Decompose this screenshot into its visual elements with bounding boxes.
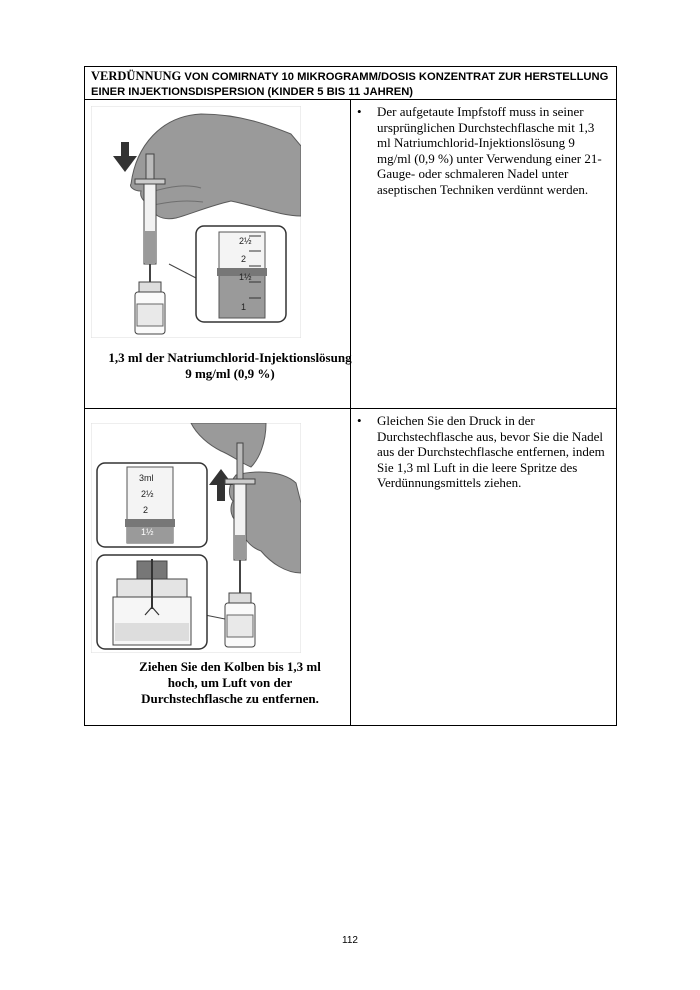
step-row-2 [85, 409, 617, 726]
step-2-text-cell [351, 409, 617, 726]
step-1-text-cell [351, 100, 617, 409]
caption-line: Ziehen Sie den Kolben bis 1,3 ml [139, 659, 321, 674]
syringe-mark-label: 3ml [139, 473, 154, 483]
bullet: • [357, 413, 362, 428]
syringe-mark-label: 1½ [239, 272, 252, 282]
air-withdrawal-illustration [91, 423, 301, 653]
step-1-caption [85, 350, 375, 382]
table-header [85, 67, 617, 100]
caption-line: Durchstechflasche zu entfernen. [141, 691, 319, 706]
vial-icon [225, 593, 255, 647]
syringe-mark-label: 2½ [141, 489, 154, 499]
caption-line: 9 mg/ml (0,9 %) [185, 366, 275, 381]
instruction-text: Gleichen Sie den Druck in der Durchstechflasche aus, bevor Sie die Nadel aus der Durchstechflasche entfernen, indem Sie 1,3 ml Luft in die leere Spritze des Verdünnungsmittels ziehen. [377, 413, 605, 490]
instruction-item [357, 413, 610, 491]
instruction-text: Der aufgetaute Impfstoff muss in seiner ursprünglichen Durchstechflasche mit 1,3 ml Natriumchlorid-Injektionslösung 9 mg/ml (0,9 %) unter Verwendung einer 21-Gauge- oder schmaleren Nadel unter aseptischen Techniken verdünnt werden. [377, 104, 602, 197]
syringe-mark-label: 2½ [239, 236, 252, 246]
step-2-caption [85, 659, 375, 707]
syringe-mark-label: 2 [143, 505, 149, 515]
syringe-zoom-inset [97, 463, 207, 547]
syringe-zoom-inset [196, 226, 286, 322]
step-2-illustration-cell [85, 409, 351, 726]
caption-line: hoch, um Luft von der [167, 675, 293, 690]
page-number: 112 [342, 935, 358, 946]
syringe-mark-label: 2 [241, 254, 247, 264]
bullet: • [357, 104, 362, 119]
header-title-first: VERDÜNNUNG [91, 69, 182, 83]
dilution-illustration [91, 106, 301, 338]
caption-line: 1,3 ml der Natriumchlorid-Injektionslösung [108, 350, 352, 365]
step-1-illustration-cell [85, 100, 351, 409]
syringe-mark-label: 1½ [141, 527, 154, 537]
instruction-table [84, 66, 617, 726]
syringe-mark-label: 1 [241, 302, 247, 312]
instruction-item [357, 104, 610, 197]
vial-zoom-inset [97, 555, 207, 649]
step-row-1 [85, 100, 617, 409]
vial-icon [135, 282, 165, 334]
header-title-rest: VON COMIRNATY 10 MIKROGRAMM/DOSIS KONZENTRAT ZUR HERSTELLUNG EINER INJEKTIONSDISPERSION (KINDER 5 BIS 11 JAHREN) [91, 71, 609, 98]
